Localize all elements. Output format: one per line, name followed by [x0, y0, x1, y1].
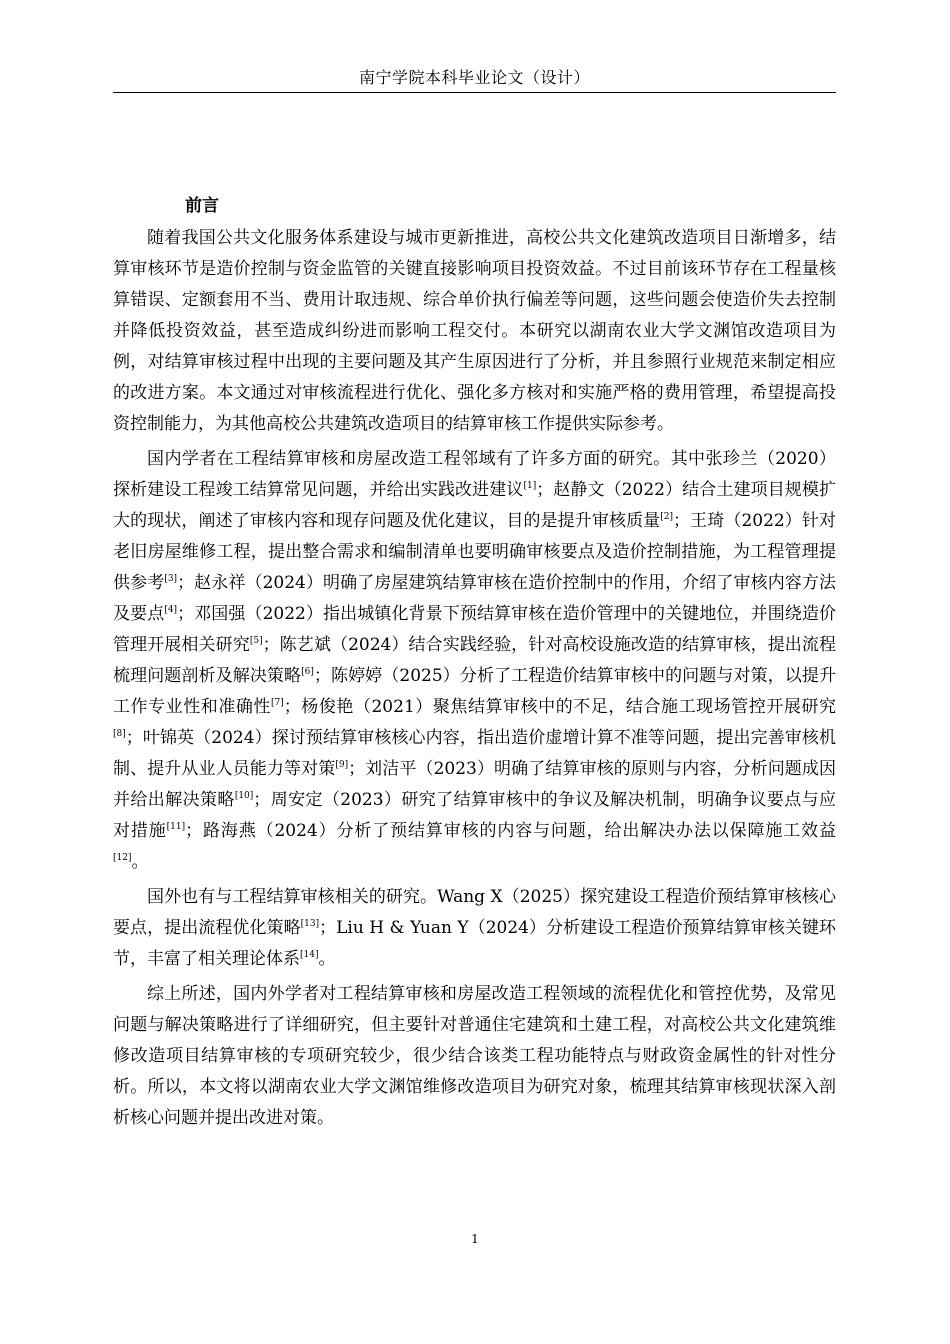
body-paragraph	[113, 979, 836, 1134]
citation-marker: [10]	[234, 791, 254, 801]
paragraph-text: 国内学者在工程结算审核和房屋改造工程邻域有了许多方面的研究。其中张珍兰（2020）探析建设工程竣工结算常见问题，并给出实践改进建议	[113, 449, 836, 500]
paragraph-text: ；Liu H & Yuan Y（2024）分析建设工程造价预算结算审核关键环节，丰富了相关理论体系	[113, 918, 837, 969]
paragraph-text: ；陈艺斌（2024）结合实践经验，针对高校设施改造的结算审核，提出流程梳理问题剖析及解决策略	[113, 635, 837, 686]
citation-marker: [8]	[113, 729, 126, 739]
page-number: 1	[471, 1232, 479, 1246]
citation-marker: [5]	[249, 636, 263, 646]
citation-marker: [4]	[164, 605, 178, 615]
paragraph-text: ；杨俊艳（2021）聚焦结算审核中的不足，结合施工现场管控开展研究	[283, 697, 837, 717]
page-header-title: 南宁学院本科毕业论文（设计）	[358, 68, 590, 87]
paragraph-text: ；邓国强（2022）指出城镇化背景下预结算审核在造价管理中的关键地位，并围绕造价管理开展相关研究	[113, 604, 837, 655]
body-paragraph	[113, 882, 836, 975]
citation-marker: [6]	[301, 667, 314, 677]
section-heading: 前言	[185, 196, 219, 216]
citation-marker: [14]	[300, 950, 319, 960]
paragraph-text: 。	[131, 852, 149, 872]
paragraph-text: ；陈婷婷（2025）分析了工程造价结算审核中的问题与对策，以提升工作专业性和准确性	[113, 666, 836, 717]
paragraph-text: ；赵永祥（2024）明确了房屋建筑结算审核在造价控制中的作用，介绍了审核内容方法及要点	[113, 573, 837, 624]
paragraph-text: ；叶锦英（2024）探讨预结算审核核心内容，指出造价虚增计算不准等问题，提出完善审核机制、提升从业人员能力等对策	[113, 728, 836, 779]
body-text	[113, 223, 836, 1138]
citation-marker: [9]	[335, 760, 349, 770]
paragraph-text: ；赵静文（2022）结合土建项目规模扩大的现状，阐述了审核内容和现存问题及优化建议，目的是提升审核质量	[113, 480, 836, 531]
paragraph-text: 国外也有与工程结算审核相关的研究。Wang X（2025）探究建设工程造价预结算审核核心要点，提出流程优化策略	[113, 887, 836, 938]
paragraph-text: ；刘洁平（2023）明确了结算审核的原则与内容，分析问题成因并给出解决策略	[113, 759, 836, 810]
citation-marker: [1]	[523, 481, 537, 491]
paragraph-text: ；路海燕（2024）分析了预结算审核的内容与问题，给出解决办法以保障施工效益	[185, 821, 837, 841]
citation-marker: [3]	[164, 574, 178, 584]
body-paragraph	[113, 223, 836, 440]
body-paragraph	[113, 444, 836, 878]
paragraph-text: 。	[318, 949, 336, 969]
citation-marker: [11]	[166, 822, 186, 832]
paragraph-text: 随着我国公共文化服务体系建设与城市更新推进，高校公共文化建筑改造项目日渐增多，结算审核环节是造价控制与资金监管的关键直接影响项目投资效益。不过目前该环节存在工程量核算错误、定额套用不当、费用计取违规、综合单价执行偏差等问题，这些问题会使造价失去控制并降低投资效益，甚至造成纠纷进而影响工程交付。本研究以湖南农业大学文渊馆改造项目为例，对结算审核过程中出现的主要问题及其产生原因进行了分析，并且参照行业规范来制定相应的改进方案。本文通过对审核流程进行优化、强化多方核对和实施严格的费用管理，希望提高投资控制能力，为其他高校公共建筑改造项目的结算审核工作提供实际参考。	[113, 228, 836, 434]
paragraph-text: ；王琦（2022）针对老旧房屋维修工程，提出整合需求和编制清单也要明确审核要点及造价控制措施，为工程管理提供参考	[113, 511, 837, 593]
citation-marker: [2]	[660, 512, 674, 522]
paragraph-text: 综上所述，国内外学者对工程结算审核和房屋改造工程领域的流程优化和管控优势，及常见问题与解决策略进行了详细研究，但主要针对普通住宅建筑和土建工程，对高校公共文化建筑维修改造项目结算审核的专项研究较少，很少结合该类工程功能特点与财政资金属性的针对性分析。所以，本文将以湖南农业大学文渊馆维修改造项目为研究对象，梳理其结算审核现状深入剖析核心问题并提出改进对策。	[113, 984, 836, 1128]
paragraph-text: ；周安定（2023）研究了结算审核中的争议及解决机制，明确争议要点与应对措施	[113, 790, 836, 841]
citation-marker: [13]	[300, 919, 320, 929]
citation-marker: [12]	[113, 853, 132, 863]
citation-marker: [7]	[270, 698, 284, 708]
header-divider	[113, 92, 836, 93]
